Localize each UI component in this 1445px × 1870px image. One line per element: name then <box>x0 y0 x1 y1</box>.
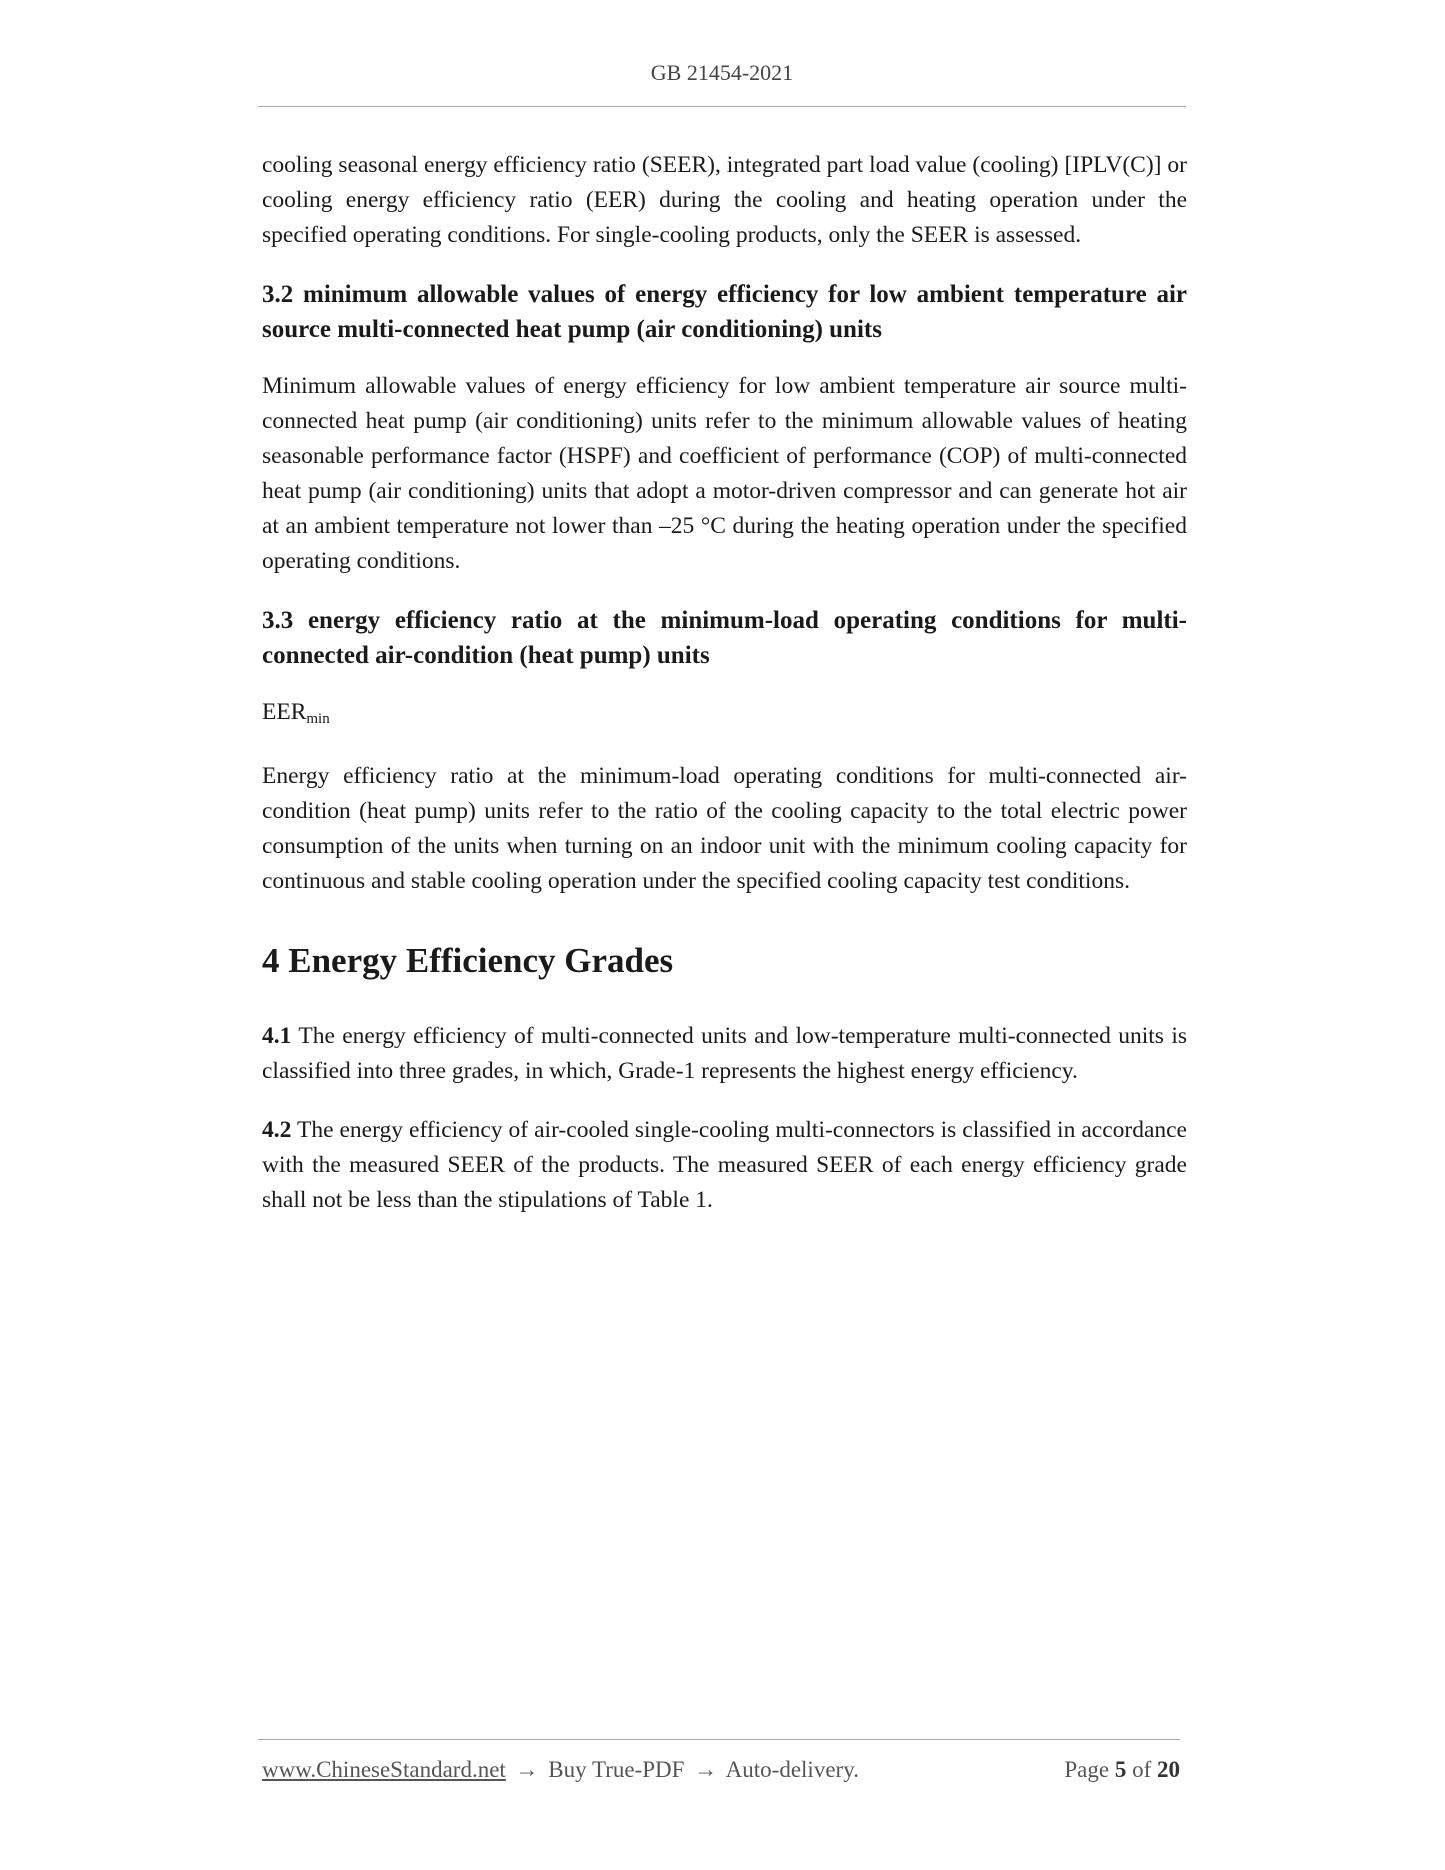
intro-paragraph: cooling seasonal energy efficiency ratio (SEER), integrated part load value (cooling) [IPLV(C)] or cooling energy efficiency ratio (EER) during the cooling and heating operation under the specified operating conditions. For single-cooling products, only the SEER is assessed. <box>262 152 1187 248</box>
clause-3-2-paragraph: Minimum allowable values of energy efficiency for low ambient temperature air source multi-connected heat pump (air conditioning) units refer to the minimum allowable values of heating seasonable performance factor (HSPF) and coefficient of performance (COP) of multi-connected heat pump (air conditioning) units that adopt a motor-driven compressor and can generate hot air at an ambient temperature not lower than –25 °C during the heating operation under the specified operating conditions. <box>262 373 1187 574</box>
of-label: of <box>1132 1757 1152 1782</box>
page-footer <box>262 1757 1180 1783</box>
page-indicator <box>1064 1757 1180 1783</box>
site-link[interactable]: www.ChineseStandard.net <box>262 1757 506 1782</box>
header-divider <box>258 106 1186 107</box>
clause-3-3-heading: 3.3 energy efficiency ratio at the minimum-load operating conditions for multi-connected air-condition (heat pump) units <box>262 607 1187 669</box>
footer-divider <box>258 1739 1180 1740</box>
page-content <box>262 148 1187 1242</box>
symbol-subscript: min <box>306 711 330 727</box>
clause-4-1-number: 4.1 <box>262 1023 292 1049</box>
clause-3-3-symbol <box>262 695 1187 737</box>
total-pages-number: 20 <box>1157 1757 1180 1782</box>
clause-4-2-number: 4.2 <box>262 1117 292 1143</box>
clause-3-3-paragraph: Energy efficiency ratio at the minimum-load operating conditions for multi-connected air-condition (heat pump) units refer to the ratio of the cooling capacity to the total electric power consumption of the units when turning on an indoor unit with the minimum cooling capacity for continuous and stable cooling operation under the specified cooling capacity test conditions. <box>262 763 1187 894</box>
auto-delivery-text: Auto-delivery. <box>725 1757 859 1782</box>
arrow-right-icon: → <box>515 1757 539 1782</box>
buy-pdf-text: Buy True-PDF <box>548 1757 685 1782</box>
clause-4-1-text: The energy efficiency of multi-connected units and low-temperature multi-connected units is classified into three grades, in which, Grade-1 represents the highest energy efficiency. <box>262 1023 1187 1084</box>
chapter-4-heading: 4 Energy Efficiency Grades <box>262 941 674 980</box>
current-page-number: 5 <box>1114 1757 1127 1782</box>
clause-4-2-paragraph <box>262 1113 1187 1218</box>
footer-left <box>262 1757 859 1783</box>
page-header: GB 21454-2021 <box>650 60 794 85</box>
arrow-right-icon: → <box>694 1757 718 1782</box>
clause-3-2-heading: 3.2 minimum allowable values of energy efficiency for low ambient temperature air source multi-connected heat pump (air conditioning) units <box>262 281 1187 343</box>
symbol-main: EER <box>262 699 307 725</box>
clause-4-1-paragraph <box>262 1019 1187 1089</box>
page-label: Page <box>1064 1757 1110 1782</box>
clause-4-2-text: The energy efficiency of air-cooled single-cooling multi-connectors is classified in accordance with the measured SEER of the products. The measured SEER of each energy efficiency grade shall not be less than the stipulations of Table 1. <box>262 1117 1187 1213</box>
